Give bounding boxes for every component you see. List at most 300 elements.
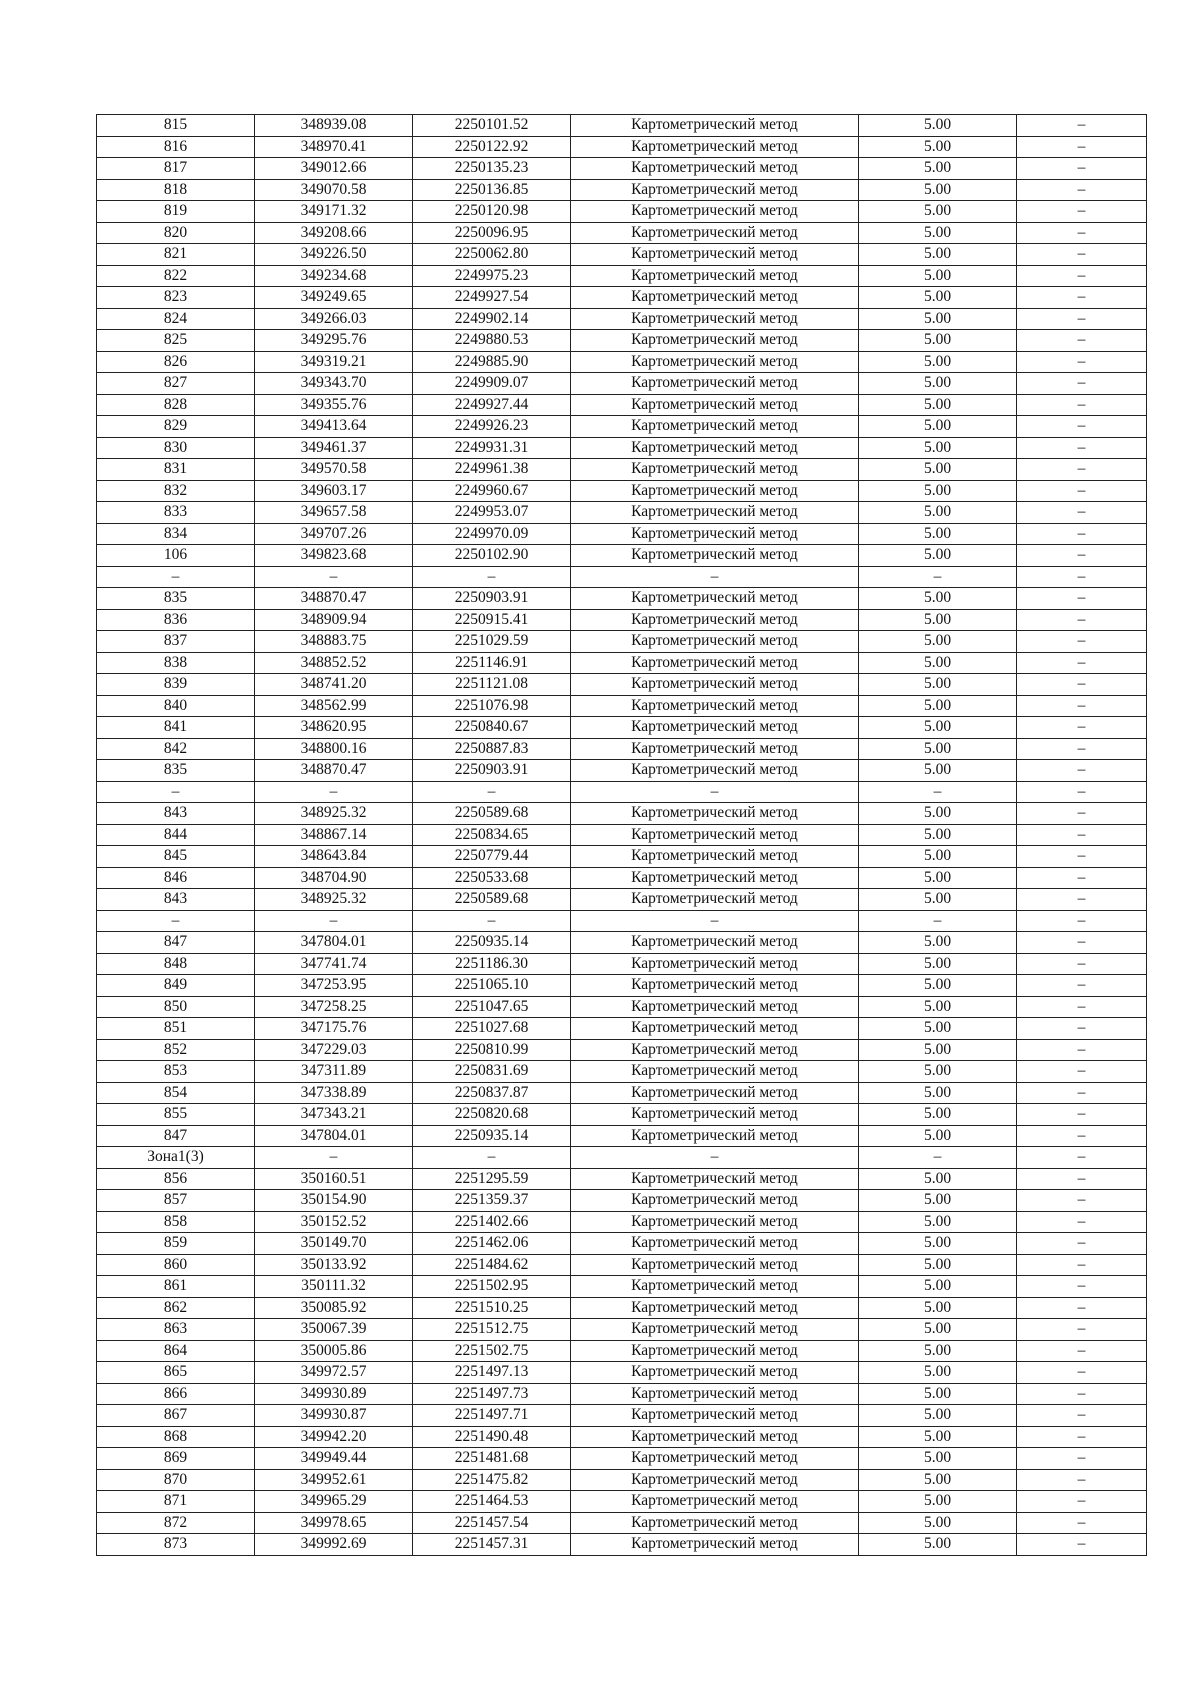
cell-point-number: 864 [97, 1340, 255, 1362]
cell-accuracy: 5.00 [859, 308, 1017, 330]
cell-y-coordinate: 2251457.31 [413, 1534, 571, 1556]
coordinates-table [96, 114, 1147, 1556]
cell-accuracy: 5.00 [859, 1319, 1017, 1341]
table-row [97, 566, 1147, 588]
cell-note: – [1017, 330, 1147, 352]
table-row [97, 179, 1147, 201]
cell-point-number: 835 [97, 588, 255, 610]
table-row [97, 609, 1147, 631]
cell-y-coordinate: 2249927.54 [413, 287, 571, 309]
cell-note: – [1017, 1254, 1147, 1276]
cell-note: – [1017, 1211, 1147, 1233]
cell-x-coordinate: 347741.74 [255, 953, 413, 975]
cell-method: Картометрический метод [571, 652, 859, 674]
cell-method: Картометрический метод [571, 308, 859, 330]
cell-x-coordinate: 349965.29 [255, 1491, 413, 1513]
table-row [97, 545, 1147, 567]
cell-x-coordinate: 349249.65 [255, 287, 413, 309]
cell-y-coordinate: 2251462.06 [413, 1233, 571, 1255]
cell-accuracy: 5.00 [859, 437, 1017, 459]
cell-point-number: 106 [97, 545, 255, 567]
cell-method: Картометрический метод [571, 1061, 859, 1083]
cell-accuracy: 5.00 [859, 1491, 1017, 1513]
cell-y-coordinate: 2251186.30 [413, 953, 571, 975]
cell-method: Картометрический метод [571, 867, 859, 889]
table-row [97, 631, 1147, 653]
cell-method: Картометрический метод [571, 1082, 859, 1104]
cell-note: – [1017, 1018, 1147, 1040]
cell-y-coordinate: 2250935.14 [413, 932, 571, 954]
cell-accuracy: 5.00 [859, 179, 1017, 201]
cell-accuracy: 5.00 [859, 1018, 1017, 1040]
cell-point-number: – [97, 781, 255, 803]
cell-method: Картометрический метод [571, 394, 859, 416]
cell-point-number: 855 [97, 1104, 255, 1126]
cell-point-number: 861 [97, 1276, 255, 1298]
cell-point-number: 857 [97, 1190, 255, 1212]
cell-method: Картометрический метод [571, 1254, 859, 1276]
cell-point-number: 832 [97, 480, 255, 502]
cell-x-coordinate: 348620.95 [255, 717, 413, 739]
cell-method: Картометрический метод [571, 1125, 859, 1147]
cell-point-number: 825 [97, 330, 255, 352]
cell-point-number: 816 [97, 136, 255, 158]
cell-y-coordinate: 2249960.67 [413, 480, 571, 502]
cell-accuracy: 5.00 [859, 846, 1017, 868]
cell-method: Картометрический метод [571, 674, 859, 696]
cell-note: – [1017, 373, 1147, 395]
cell-method: Картометрический метод [571, 1297, 859, 1319]
cell-y-coordinate: 2251029.59 [413, 631, 571, 653]
table-row [97, 265, 1147, 287]
cell-accuracy: 5.00 [859, 1534, 1017, 1556]
cell-method: Картометрический метод [571, 502, 859, 524]
cell-method: Картометрический метод [571, 1190, 859, 1212]
cell-accuracy: 5.00 [859, 287, 1017, 309]
cell-method: Картометрический метод [571, 201, 859, 223]
cell-point-number: 851 [97, 1018, 255, 1040]
cell-accuracy: – [859, 910, 1017, 932]
cell-note: – [1017, 1082, 1147, 1104]
cell-y-coordinate: 2250903.91 [413, 588, 571, 610]
cell-x-coordinate: 348925.32 [255, 889, 413, 911]
table-row [97, 1297, 1147, 1319]
cell-note: – [1017, 695, 1147, 717]
cell-accuracy: 5.00 [859, 1426, 1017, 1448]
table-row [97, 1190, 1147, 1212]
cell-method: Картометрический метод [571, 846, 859, 868]
cell-x-coordinate: 348883.75 [255, 631, 413, 653]
cell-method: Картометрический метод [571, 1491, 859, 1513]
cell-y-coordinate: 2250102.90 [413, 545, 571, 567]
table-row [97, 1426, 1147, 1448]
cell-x-coordinate: 349930.87 [255, 1405, 413, 1427]
cell-x-coordinate: 348852.52 [255, 652, 413, 674]
cell-accuracy: 5.00 [859, 1104, 1017, 1126]
cell-note: – [1017, 502, 1147, 524]
cell-note: – [1017, 158, 1147, 180]
cell-note: – [1017, 1147, 1147, 1169]
cell-accuracy: 5.00 [859, 136, 1017, 158]
cell-y-coordinate: 2249970.09 [413, 523, 571, 545]
cell-note: – [1017, 674, 1147, 696]
cell-accuracy: 5.00 [859, 244, 1017, 266]
cell-x-coordinate: 349972.57 [255, 1362, 413, 1384]
cell-accuracy: 5.00 [859, 1383, 1017, 1405]
cell-x-coordinate: 349657.58 [255, 502, 413, 524]
cell-y-coordinate: 2250589.68 [413, 889, 571, 911]
cell-point-number: 835 [97, 760, 255, 782]
cell-x-coordinate: 350111.32 [255, 1276, 413, 1298]
cell-point-number: 866 [97, 1383, 255, 1405]
table-row [97, 244, 1147, 266]
cell-method: Картометрический метод [571, 1211, 859, 1233]
cell-accuracy: 5.00 [859, 1469, 1017, 1491]
cell-note: – [1017, 222, 1147, 244]
cell-y-coordinate: 2250810.99 [413, 1039, 571, 1061]
table-row [97, 717, 1147, 739]
table-row [97, 803, 1147, 825]
cell-accuracy: 5.00 [859, 1276, 1017, 1298]
cell-y-coordinate: 2250837.87 [413, 1082, 571, 1104]
cell-x-coordinate: 348867.14 [255, 824, 413, 846]
cell-method: Картометрический метод [571, 1405, 859, 1427]
cell-note: – [1017, 652, 1147, 674]
cell-x-coordinate: 349978.65 [255, 1512, 413, 1534]
table-row [97, 1512, 1147, 1534]
cell-method: Картометрический метод [571, 588, 859, 610]
cell-x-coordinate: 350067.39 [255, 1319, 413, 1341]
cell-y-coordinate: 2250136.85 [413, 179, 571, 201]
cell-method: Картометрический метод [571, 953, 859, 975]
table-row [97, 1319, 1147, 1341]
cell-x-coordinate: 347175.76 [255, 1018, 413, 1040]
cell-point-number: 865 [97, 1362, 255, 1384]
cell-point-number: 836 [97, 609, 255, 631]
cell-x-coordinate: 350133.92 [255, 1254, 413, 1276]
table-row [97, 201, 1147, 223]
cell-accuracy: 5.00 [859, 652, 1017, 674]
cell-point-number: 867 [97, 1405, 255, 1427]
cell-x-coordinate: 349603.17 [255, 480, 413, 502]
cell-point-number: 834 [97, 523, 255, 545]
cell-method: Картометрический метод [571, 1534, 859, 1556]
cell-note: – [1017, 1233, 1147, 1255]
cell-accuracy: 5.00 [859, 1211, 1017, 1233]
cell-point-number: 850 [97, 996, 255, 1018]
cell-y-coordinate: 2251027.68 [413, 1018, 571, 1040]
cell-method: Картометрический метод [571, 717, 859, 739]
cell-x-coordinate: – [255, 910, 413, 932]
cell-accuracy: 5.00 [859, 201, 1017, 223]
cell-y-coordinate: 2250096.95 [413, 222, 571, 244]
cell-point-number: 840 [97, 695, 255, 717]
cell-method: Картометрический метод [571, 373, 859, 395]
cell-point-number: 863 [97, 1319, 255, 1341]
cell-accuracy: 5.00 [859, 588, 1017, 610]
cell-x-coordinate: 348909.94 [255, 609, 413, 631]
table-row [97, 1061, 1147, 1083]
cell-note: – [1017, 115, 1147, 137]
cell-accuracy: 5.00 [859, 459, 1017, 481]
cell-point-number: 871 [97, 1491, 255, 1513]
cell-method: Картометрический метод [571, 738, 859, 760]
cell-point-number: 818 [97, 179, 255, 201]
table-row [97, 1168, 1147, 1190]
cell-accuracy: 5.00 [859, 502, 1017, 524]
table-row [97, 502, 1147, 524]
table-row [97, 1491, 1147, 1513]
cell-accuracy: 5.00 [859, 1512, 1017, 1534]
cell-x-coordinate: 347804.01 [255, 932, 413, 954]
cell-x-coordinate: 349226.50 [255, 244, 413, 266]
cell-x-coordinate: 349171.32 [255, 201, 413, 223]
cell-method: Картометрический метод [571, 1362, 859, 1384]
cell-y-coordinate: 2249880.53 [413, 330, 571, 352]
table-row [97, 158, 1147, 180]
cell-note: – [1017, 975, 1147, 997]
cell-note: – [1017, 394, 1147, 416]
cell-x-coordinate: 349952.61 [255, 1469, 413, 1491]
cell-note: – [1017, 1061, 1147, 1083]
table-row [97, 1039, 1147, 1061]
cell-note: – [1017, 803, 1147, 825]
cell-accuracy: 5.00 [859, 373, 1017, 395]
table-row [97, 975, 1147, 997]
cell-note: – [1017, 760, 1147, 782]
cell-method: Картометрический метод [571, 1018, 859, 1040]
cell-y-coordinate: 2251359.37 [413, 1190, 571, 1212]
table-row [97, 394, 1147, 416]
cell-accuracy: 5.00 [859, 1340, 1017, 1362]
cell-x-coordinate: 348741.20 [255, 674, 413, 696]
cell-y-coordinate: 2251481.68 [413, 1448, 571, 1470]
cell-x-coordinate: 347311.89 [255, 1061, 413, 1083]
cell-y-coordinate: 2249931.31 [413, 437, 571, 459]
cell-point-number: 849 [97, 975, 255, 997]
cell-note: – [1017, 308, 1147, 330]
cell-point-number: Зона1(3) [97, 1147, 255, 1169]
cell-method: Картометрический метод [571, 265, 859, 287]
cell-note: – [1017, 588, 1147, 610]
cell-accuracy: 5.00 [859, 760, 1017, 782]
cell-y-coordinate: 2251510.25 [413, 1297, 571, 1319]
cell-note: – [1017, 1168, 1147, 1190]
cell-x-coordinate: 349942.20 [255, 1426, 413, 1448]
table-row [97, 351, 1147, 373]
cell-point-number: 822 [97, 265, 255, 287]
cell-y-coordinate: 2251475.82 [413, 1469, 571, 1491]
cell-y-coordinate: 2251457.54 [413, 1512, 571, 1534]
cell-method: Картометрический метод [571, 158, 859, 180]
cell-point-number: 841 [97, 717, 255, 739]
cell-note: – [1017, 1512, 1147, 1534]
cell-point-number: 859 [97, 1233, 255, 1255]
cell-point-number: 833 [97, 502, 255, 524]
cell-y-coordinate: 2251497.71 [413, 1405, 571, 1427]
cell-y-coordinate: 2250135.23 [413, 158, 571, 180]
table-row [97, 1125, 1147, 1147]
cell-x-coordinate: 349070.58 [255, 179, 413, 201]
table-row [97, 1405, 1147, 1427]
table-row [97, 1276, 1147, 1298]
table-row [97, 459, 1147, 481]
cell-accuracy: 5.00 [859, 803, 1017, 825]
cell-y-coordinate: 2250840.67 [413, 717, 571, 739]
cell-note: – [1017, 416, 1147, 438]
cell-accuracy: 5.00 [859, 867, 1017, 889]
cell-y-coordinate: 2251295.59 [413, 1168, 571, 1190]
cell-y-coordinate: 2250779.44 [413, 846, 571, 868]
cell-method: Картометрический метод [571, 1039, 859, 1061]
cell-point-number: 820 [97, 222, 255, 244]
cell-y-coordinate: 2250533.68 [413, 867, 571, 889]
table-row [97, 953, 1147, 975]
cell-note: – [1017, 1534, 1147, 1556]
cell-y-coordinate: 2251047.65 [413, 996, 571, 1018]
cell-point-number: 830 [97, 437, 255, 459]
cell-note: – [1017, 1276, 1147, 1298]
cell-accuracy: 5.00 [859, 480, 1017, 502]
cell-y-coordinate: 2250915.41 [413, 609, 571, 631]
cell-point-number: 873 [97, 1534, 255, 1556]
cell-method: Картометрический метод [571, 1426, 859, 1448]
cell-x-coordinate: 347253.95 [255, 975, 413, 997]
cell-y-coordinate: – [413, 781, 571, 803]
cell-method: Картометрический метод [571, 996, 859, 1018]
table-row [97, 308, 1147, 330]
cell-note: – [1017, 1448, 1147, 1470]
cell-note: – [1017, 545, 1147, 567]
cell-accuracy: 5.00 [859, 975, 1017, 997]
cell-method: – [571, 781, 859, 803]
cell-x-coordinate: 348970.41 [255, 136, 413, 158]
cell-x-coordinate: 349707.26 [255, 523, 413, 545]
cell-point-number: 819 [97, 201, 255, 223]
cell-method: Картометрический метод [571, 115, 859, 137]
cell-y-coordinate: 2250122.92 [413, 136, 571, 158]
cell-y-coordinate: 2250589.68 [413, 803, 571, 825]
cell-accuracy: 5.00 [859, 1297, 1017, 1319]
cell-point-number: – [97, 910, 255, 932]
cell-accuracy: 5.00 [859, 609, 1017, 631]
cell-x-coordinate: 349266.03 [255, 308, 413, 330]
cell-point-number: 847 [97, 932, 255, 954]
cell-y-coordinate: – [413, 1147, 571, 1169]
cell-y-coordinate: 2251065.10 [413, 975, 571, 997]
cell-method: – [571, 1147, 859, 1169]
cell-accuracy: 5.00 [859, 1405, 1017, 1427]
cell-x-coordinate: 349823.68 [255, 545, 413, 567]
cell-point-number: 838 [97, 652, 255, 674]
cell-note: – [1017, 265, 1147, 287]
cell-accuracy: 5.00 [859, 738, 1017, 760]
cell-note: – [1017, 1319, 1147, 1341]
cell-note: – [1017, 459, 1147, 481]
cell-method: Картометрический метод [571, 244, 859, 266]
cell-x-coordinate: 350085.92 [255, 1297, 413, 1319]
cell-note: – [1017, 953, 1147, 975]
cell-accuracy: 5.00 [859, 674, 1017, 696]
cell-x-coordinate: 349992.69 [255, 1534, 413, 1556]
cell-x-coordinate: 347258.25 [255, 996, 413, 1018]
cell-y-coordinate: 2250887.83 [413, 738, 571, 760]
cell-method: – [571, 566, 859, 588]
cell-y-coordinate: 2250101.52 [413, 115, 571, 137]
table-row [97, 889, 1147, 911]
cell-point-number: 870 [97, 1469, 255, 1491]
cell-accuracy: 5.00 [859, 351, 1017, 373]
cell-point-number: 843 [97, 803, 255, 825]
cell-point-number: 824 [97, 308, 255, 330]
cell-y-coordinate: 2251464.53 [413, 1491, 571, 1513]
cell-note: – [1017, 287, 1147, 309]
cell-method: Картометрический метод [571, 1469, 859, 1491]
cell-note: – [1017, 910, 1147, 932]
cell-point-number: 842 [97, 738, 255, 760]
cell-method: Картометрический метод [571, 932, 859, 954]
cell-x-coordinate: 348643.84 [255, 846, 413, 868]
cell-x-coordinate: 350152.52 [255, 1211, 413, 1233]
cell-note: – [1017, 244, 1147, 266]
cell-point-number: 847 [97, 1125, 255, 1147]
cell-method: Картометрический метод [571, 631, 859, 653]
cell-note: – [1017, 1362, 1147, 1384]
cell-point-number: 845 [97, 846, 255, 868]
cell-method: Картометрический метод [571, 1104, 859, 1126]
cell-point-number: 829 [97, 416, 255, 438]
cell-accuracy: 5.00 [859, 523, 1017, 545]
cell-point-number: 831 [97, 459, 255, 481]
table-row [97, 760, 1147, 782]
table-row [97, 846, 1147, 868]
cell-note: – [1017, 179, 1147, 201]
cell-point-number: 854 [97, 1082, 255, 1104]
cell-note: – [1017, 781, 1147, 803]
cell-accuracy: 5.00 [859, 1168, 1017, 1190]
cell-method: Картометрический метод [571, 1276, 859, 1298]
table-row [97, 674, 1147, 696]
table-row [97, 1534, 1147, 1556]
cell-y-coordinate: 2251502.95 [413, 1276, 571, 1298]
cell-note: – [1017, 889, 1147, 911]
cell-accuracy: – [859, 566, 1017, 588]
cell-x-coordinate: 350149.70 [255, 1233, 413, 1255]
cell-y-coordinate: 2249885.90 [413, 351, 571, 373]
cell-y-coordinate: 2251497.73 [413, 1383, 571, 1405]
table-row [97, 1082, 1147, 1104]
cell-x-coordinate: 349461.37 [255, 437, 413, 459]
cell-y-coordinate: 2250820.68 [413, 1104, 571, 1126]
cell-note: – [1017, 631, 1147, 653]
cell-note: – [1017, 824, 1147, 846]
cell-x-coordinate: 350005.86 [255, 1340, 413, 1362]
cell-x-coordinate: 350160.51 [255, 1168, 413, 1190]
table-row [97, 910, 1147, 932]
cell-x-coordinate: 348939.08 [255, 115, 413, 137]
cell-point-number: 826 [97, 351, 255, 373]
table-row [97, 1340, 1147, 1362]
table-row [97, 523, 1147, 545]
cell-point-number: 827 [97, 373, 255, 395]
table-row [97, 1211, 1147, 1233]
cell-note: – [1017, 846, 1147, 868]
cell-note: – [1017, 480, 1147, 502]
table-row [97, 136, 1147, 158]
cell-method: Картометрический метод [571, 136, 859, 158]
table-row [97, 824, 1147, 846]
cell-point-number: 823 [97, 287, 255, 309]
